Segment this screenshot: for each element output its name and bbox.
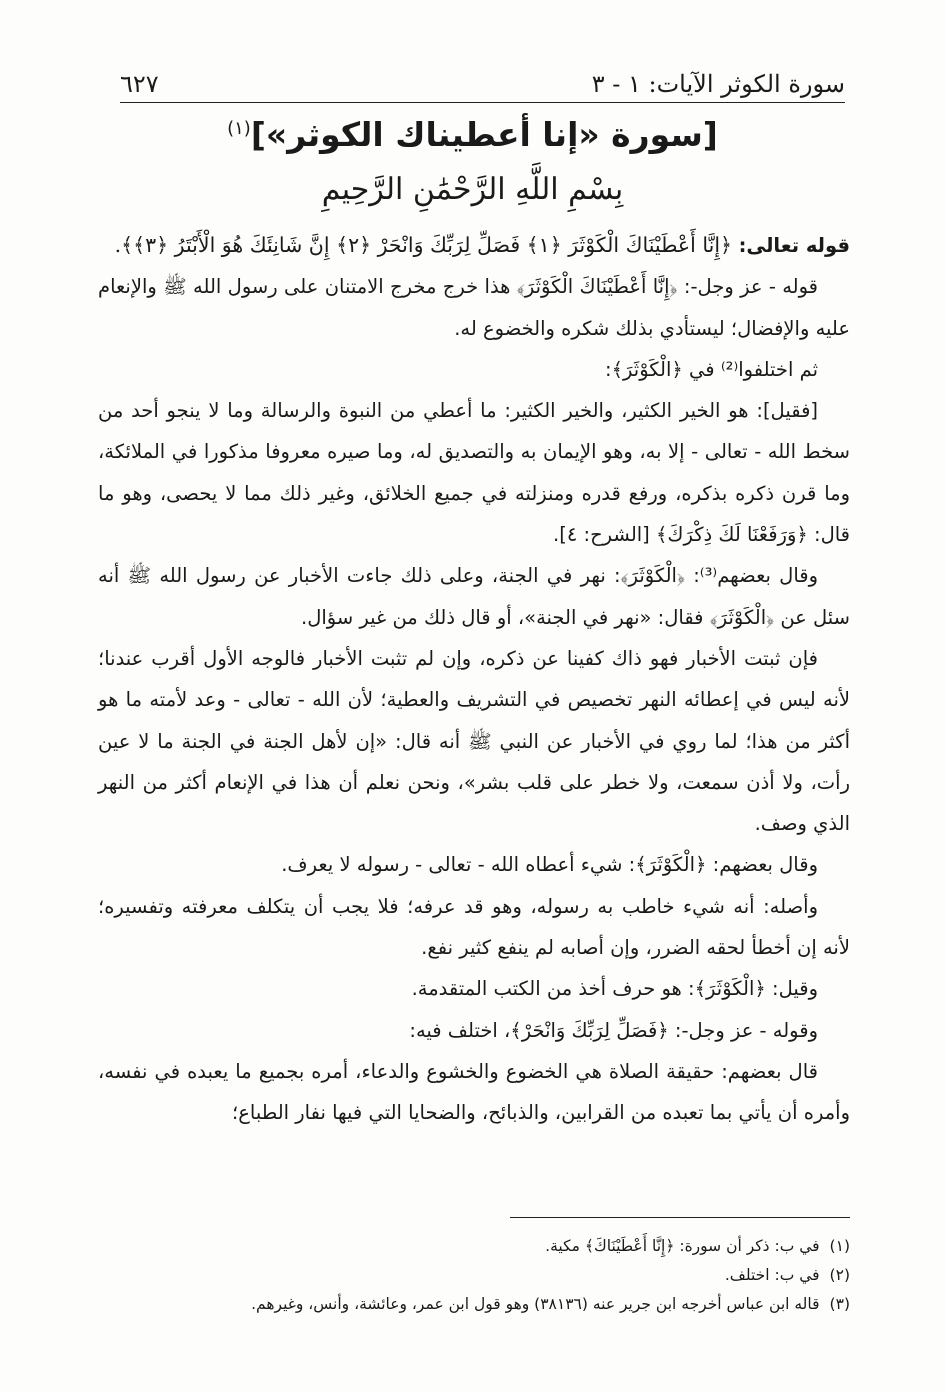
footnotes [98,1232,850,1319]
footnote-ref: (١) [227,118,251,139]
footnote [98,1232,850,1261]
footnote-text: قاله ابن عباس أخرجه ابن جرير عنه (٣٨١٣٦) وهو قول ابن عمر، وعائشة، وأنس، وغيرهم. [251,1295,820,1313]
footnote-divider [510,1217,850,1218]
basmala: بِسْمِ اللَّهِ الرَّحْمَٰنِ الرَّحِيمِ [321,172,624,207]
surah-title: [سورة «إنا أعطيناك الكوثر»] [250,115,718,154]
body-text [98,225,850,1134]
running-title: سورة الكوثر الآيات: ١ - ٣ [591,70,845,98]
footnote-number: (٣) [829,1295,850,1313]
paragraph: قال بعضهم: حقيقة الصلاة هي الخضوع والخشوع والدعاء، أمره بجميع ما يعبده في نفسه، وأمره أن يأتي بما تعبده من القرابين، والذبائح، والضحايا التي فيها نفار الطباع؛ [98,1059,850,1125]
paragraph-text: ﴿إِنَّا أَعْطَيْنَاكَ الْكَوْثَرَ ﴿١﴾ فَصَلِّ لِرَبِّكَ وَانْحَرْ ﴿٢﴾ إِنَّ شَانِئَكَ هُوَ الْأَبْتَرُ ﴿٣﴾﴾. [114,233,739,257]
paragraph: قوله - عز وجل-: ﴿إِنَّا أَعْطَيْنَاكَ الْكَوْثَرَ﴾ هذا خرج مخرج الامتنان على رسول الله ﷺ والإنعام عليه والإفضال؛ ليستأدي بذلك شكره والخضوع له. [98,275,850,340]
paragraph: وقال بعضهم⁽³⁾: ﴿الْكَوْثَرَ﴾: نهر في الجنة، وعلى ذلك جاءت الأخبار عن رسول الله ﷺ أنه سئل عن ﴿الْكَوْثَرَ﴾ فقال: «نهر في الجنة»، أو قال ذلك من غير سؤال. [98,564,850,629]
page-number: ٦٢٧ [120,70,159,98]
paragraph: فإن ثبتت الأخبار فهو ذاك كفينا عن ذكره، وإن لم تثبت الأخبار فالوجه الأول أقرب عندنا؛ لأنه ليس في إعطائه النهر تخصيص في التشريف والعطية؛ لأن الله - تعالى - وعد لأمته ما هو أكثر من هذا؛ لما روي في الأخبار عن النبي ﷺ أنه قال: «إن لأهل الجنة في الجنة ما لا عين رأت، ولا أذن سمعت، ولا خطر على قلب بشر»، ونحن نعلم أن هذا في الإنعام أكثر من النهر الذي وصف. [98,646,850,836]
paragraph [98,225,850,266]
footnote-number: (١) [829,1237,850,1255]
footnote-text: في ب: ذكر أن سورة: ﴿إِنَّا أَعْطَيْنَاكَ﴾ مكية. [545,1237,820,1255]
footnote-number: (٢) [829,1266,850,1284]
paragraph: وقال بعضهم: ﴿الْكَوْثَرَ﴾: شيء أعطاه الله - تعالى - رسوله لا يعرف. [281,853,818,877]
surah-heading [100,115,845,154]
paragraph-label: قوله تعالى: [738,234,850,257]
paragraph: ثم اختلفوا⁽²⁾ في ﴿الْكَوْثَرَ﴾: [605,357,818,381]
footnote [98,1261,850,1290]
footnote [98,1290,850,1319]
running-header [120,58,845,103]
paragraph: [فقيل]: هو الخير الكثير، والخير الكثير: ما أعطي من النبوة والرسالة وما لا ينجو أحد من سخط الله - تعالى - إلا به، وهو الإيمان به والتصديق له، وما صيره معروفا مذكورا في الملائكة، وما قرن ذكره بذكره، ورفع قدره ومنزلته في جميع الخلائق، وغير ذلك مما لا يحصى، وهو ما قال: ﴿وَرَفَعْنَا لَكَ ذِكْرَكَ﴾ [الشرح: ٤]. [98,399,850,547]
paragraph: وقيل: ﴿الْكَوْثَرَ﴾: هو حرف أخذ من الكتب المتقدمة. [411,977,818,1001]
paragraph: وقوله - عز وجل-: ﴿فَصَلِّ لِرَبِّكَ وَانْحَرْ﴾، اختلف فيه: [409,1018,818,1042]
footnote-text: في ب: اختلف. [724,1266,820,1284]
paragraph: وأصله: أنه شيء خاطب به رسوله، وهو قد عرفه؛ فلا يجب أن يتكلف معرفته وتفسيره؛ لأنه إن أخطأ لحقه الضرر، وإن أصابه لم ينفع كثير نفع. [98,894,850,960]
